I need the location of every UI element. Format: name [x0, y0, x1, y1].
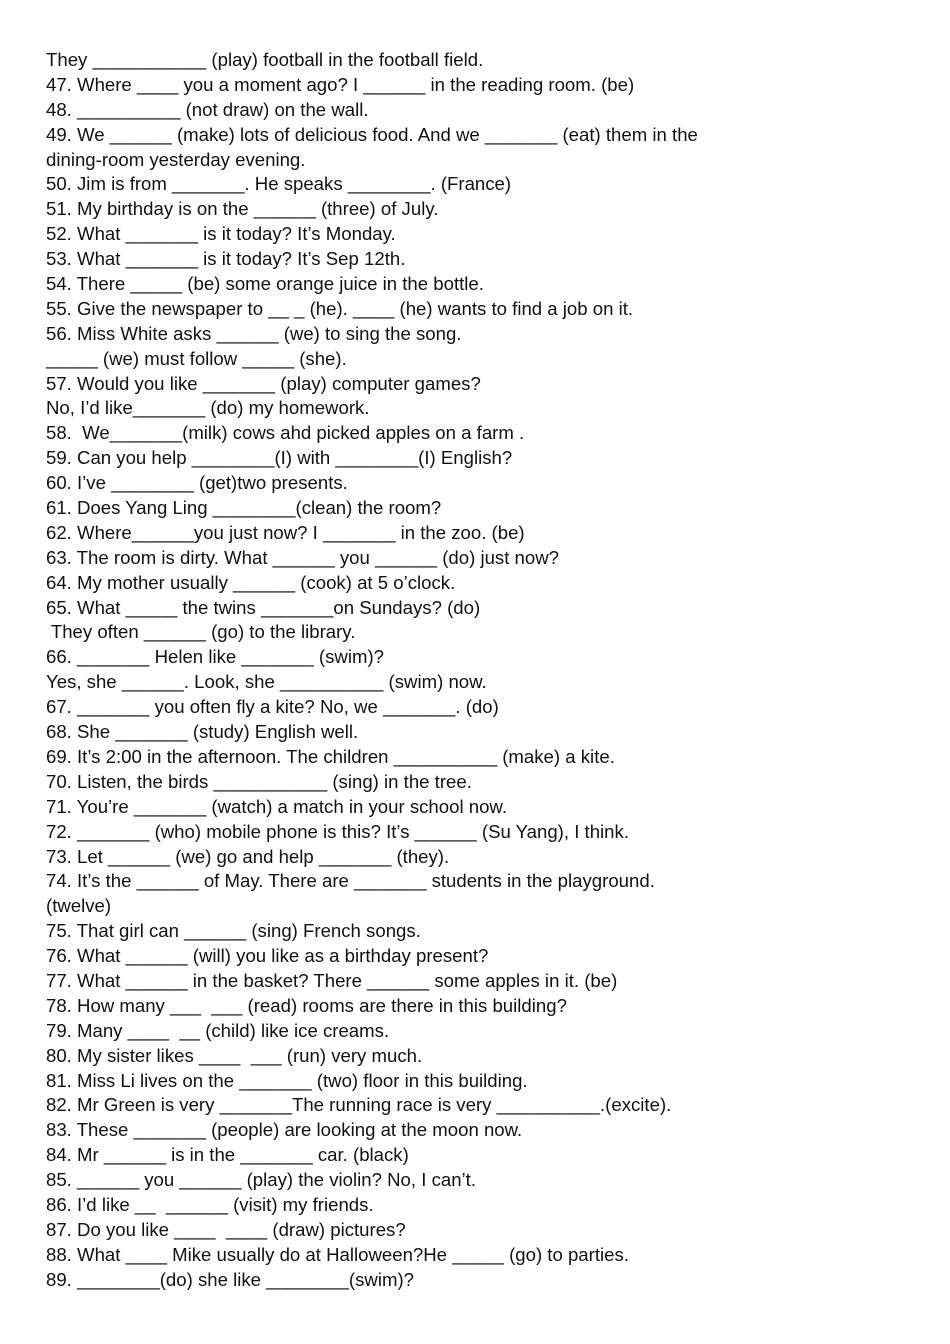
question-86: 86. I’d like __ ______ (visit) my friends. — [46, 1193, 374, 1215]
question-89: 89. ________(do) she like ________(swim)? — [46, 1268, 414, 1290]
question-70: 70. Listen, the birds ___________ (sing) in the tree. — [46, 770, 472, 792]
question-59: 59. Can you help ________(I) with ________(I) English? — [46, 447, 513, 469]
question-58: 58. We_______(milk) cows ahd picked apples on a farm . — [46, 422, 525, 444]
question-78: 78. How many ___ ___ (read) rooms are there in this building? — [46, 994, 567, 1016]
question-85: 85. ______ you ______ (play) the violin? No, I can’t. — [46, 1169, 477, 1191]
question-66-continued: Yes, she ______. Look, she __________ (swim) now. — [46, 671, 487, 693]
question-60: 60. I’ve ________ (get)two presents. — [46, 472, 348, 494]
question-65-continued: They often ______ (go) to the library. — [46, 621, 356, 643]
question-83: 83. These _______ (people) are looking at the moon now. — [46, 1119, 523, 1141]
question-74: 74. It’s the ______ of May. There are _______ students in the playground. — [46, 870, 655, 892]
question-67: 67. _______ you often fly a kite? No, we _______. (do) — [46, 696, 499, 718]
question-63: 63. The room is dirty. What ______ you ______ (do) just now? — [46, 546, 559, 568]
question-49: 49. We ______ (make) lots of delicious food. And we _______ (eat) them in the — [46, 123, 698, 145]
question-87: 87. Do you like ____ ____ (draw) pictures? — [46, 1218, 406, 1240]
question-75: 75. That girl can ______ (sing) French songs. — [46, 920, 421, 942]
question-56: 56. Miss White asks ______ (we) to sing the song. — [46, 322, 462, 344]
question-66: 66. _______ Helen like _______ (swim)? — [46, 646, 385, 668]
question-52: 52. What _______ is it today? It’s Monday. — [46, 223, 396, 245]
question-65: 65. What _____ the twins _______on Sundays? (do) — [46, 596, 481, 618]
question-57: 57. Would you like _______ (play) computer games? — [46, 372, 481, 394]
question-51: 51. My birthday is on the ______ (three) of July. — [46, 198, 439, 220]
question-48: 48. __________ (not draw) on the wall. — [46, 98, 369, 120]
question-84: 84. Mr ______ is in the _______ car. (black) — [46, 1144, 409, 1166]
question-77: 77. What ______ in the basket? There ______ some apples in it. (be) — [46, 969, 618, 991]
question-72: 72. _______ (who) mobile phone is this? It’s ______ (Su Yang), I think. — [46, 820, 629, 842]
worksheet-page — [46, 48, 906, 1293]
question-57-continued: No, I’d like_______ (do) my homework. — [46, 397, 370, 419]
question-82: 82. Mr Green is very _______The running race is very __________.(excite). — [46, 1094, 672, 1116]
question-54: 54. There _____ (be) some orange juice in the bottle. — [46, 273, 484, 295]
question-68: 68. She _______ (study) English well. — [46, 721, 359, 743]
question-47: 47. Where ____ you a moment ago? I ______ in the reading room. (be) — [46, 73, 635, 95]
question-61: 61. Does Yang Ling ________(clean) the room? — [46, 497, 442, 519]
question-73: 73. Let ______ (we) go and help _______ (they). — [46, 845, 450, 867]
question-50: 50. Jim is from _______. He speaks ________. (France) — [46, 173, 512, 195]
text-line: They ___________ (play) football in the football field. — [46, 49, 484, 70]
question-62: 62. Where______you just now? I _______ in the zoo. (be) — [46, 521, 525, 543]
question-49-continued: dining-room yesterday evening. — [46, 148, 306, 170]
question-76: 76. What ______ (will) you like as a birthday present? — [46, 945, 489, 967]
question-69: 69. It’s 2:00 in the afternoon. The children __________ (make) a kite. — [46, 745, 615, 767]
question-81: 81. Miss Li lives on the _______ (two) floor in this building. — [46, 1069, 528, 1091]
question-55: 55. Give the newspaper to __ _ (he). ____ (he) wants to find a job on it. — [46, 297, 634, 319]
question-53: 53. What _______ is it today? It’s Sep 12th. — [46, 248, 406, 270]
question-79: 79. Many ____ __ (child) like ice creams. — [46, 1019, 390, 1041]
question-74-continued: (twelve) — [46, 895, 112, 917]
question-71: 71. You’re _______ (watch) a match in your school now. — [46, 795, 508, 817]
question-80: 80. My sister likes ____ ___ (run) very much. — [46, 1044, 423, 1066]
question-88: 88. What ____ Mike usually do at Halloween?He _____ (go) to parties. — [46, 1243, 629, 1265]
question-56-continued: _____ (we) must follow _____ (she). — [46, 347, 347, 369]
question-64: 64. My mother usually ______ (cook) at 5 o’clock. — [46, 571, 456, 593]
